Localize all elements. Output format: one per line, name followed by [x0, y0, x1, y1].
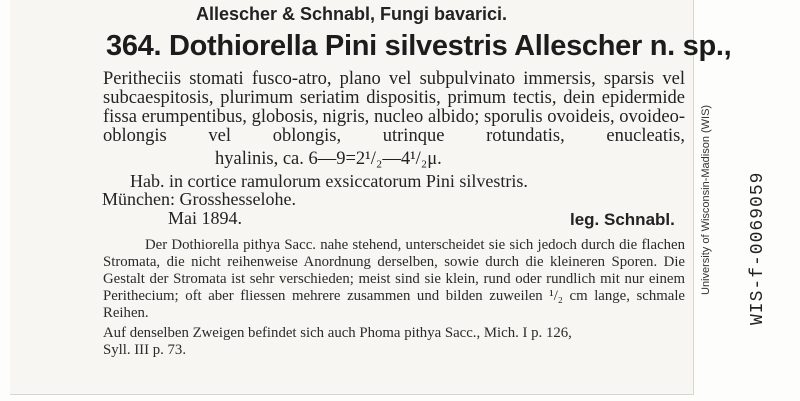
note-paragraph: Der Dothiorella pithya Sacc. nahe stehend, unterscheidet sie sich jedoch durch die flachen Stromata, die nicht reihenweise Anordnung derselben, sowie durch die kleineren Sporen. Die Gestalt der Stromata ist sehr verschieden; meist sind sie klein, rund oder rundlich mit nur einem Perithecium; oft aber fliessen mehrere zusammen und bilden zuweilen ¹/₂ cm lange, schmale Reihen.: [103, 237, 685, 321]
latin-description: Peritheciis stomati fusco-atro, plano vel subpulvinato immersis, sparsis vel subcaespitosis, plurimum seriatim dispositis, primum tectis, dein epidermide fissa erumpentibus, globosis, nigris, nucleo albido; sporulis ovoideis, ovoideo-oblongis vel oblongis, utrinque rotundatis, enucleatis,: [103, 69, 685, 146]
species-title: 364. Dothiorella Pini silvestris Allescher n. sp.,: [106, 30, 732, 62]
note-line-2: Syll. III p. 73.: [103, 342, 187, 358]
series-header: Allescher & Schnabl, Fungi bavarici.: [195, 4, 508, 24]
institution-label: University of Wisconsin-Madison (WIS): [700, 104, 712, 295]
locality-line: München: Grosshesselohe.: [102, 189, 296, 209]
note-line-1: Auf denselben Zweigen befindet sich auch Phoma pithya Sacc., Mich. I p. 126,: [103, 325, 572, 341]
habitat-line: Hab. in cortice ramulorum exsiccatorum Pini silvestris.: [130, 171, 528, 191]
german-note: [103, 237, 685, 322]
latin-description-end: hyalinis, ca. 6—9=2¹/₂—4¹/₂μ.: [215, 149, 442, 169]
collector-line: leg. Schnabl.: [570, 210, 675, 229]
collection-date: Mai 1894.: [168, 208, 242, 228]
specimen-id: WIS-f-0069059: [748, 171, 768, 325]
note-additional: [103, 325, 685, 359]
